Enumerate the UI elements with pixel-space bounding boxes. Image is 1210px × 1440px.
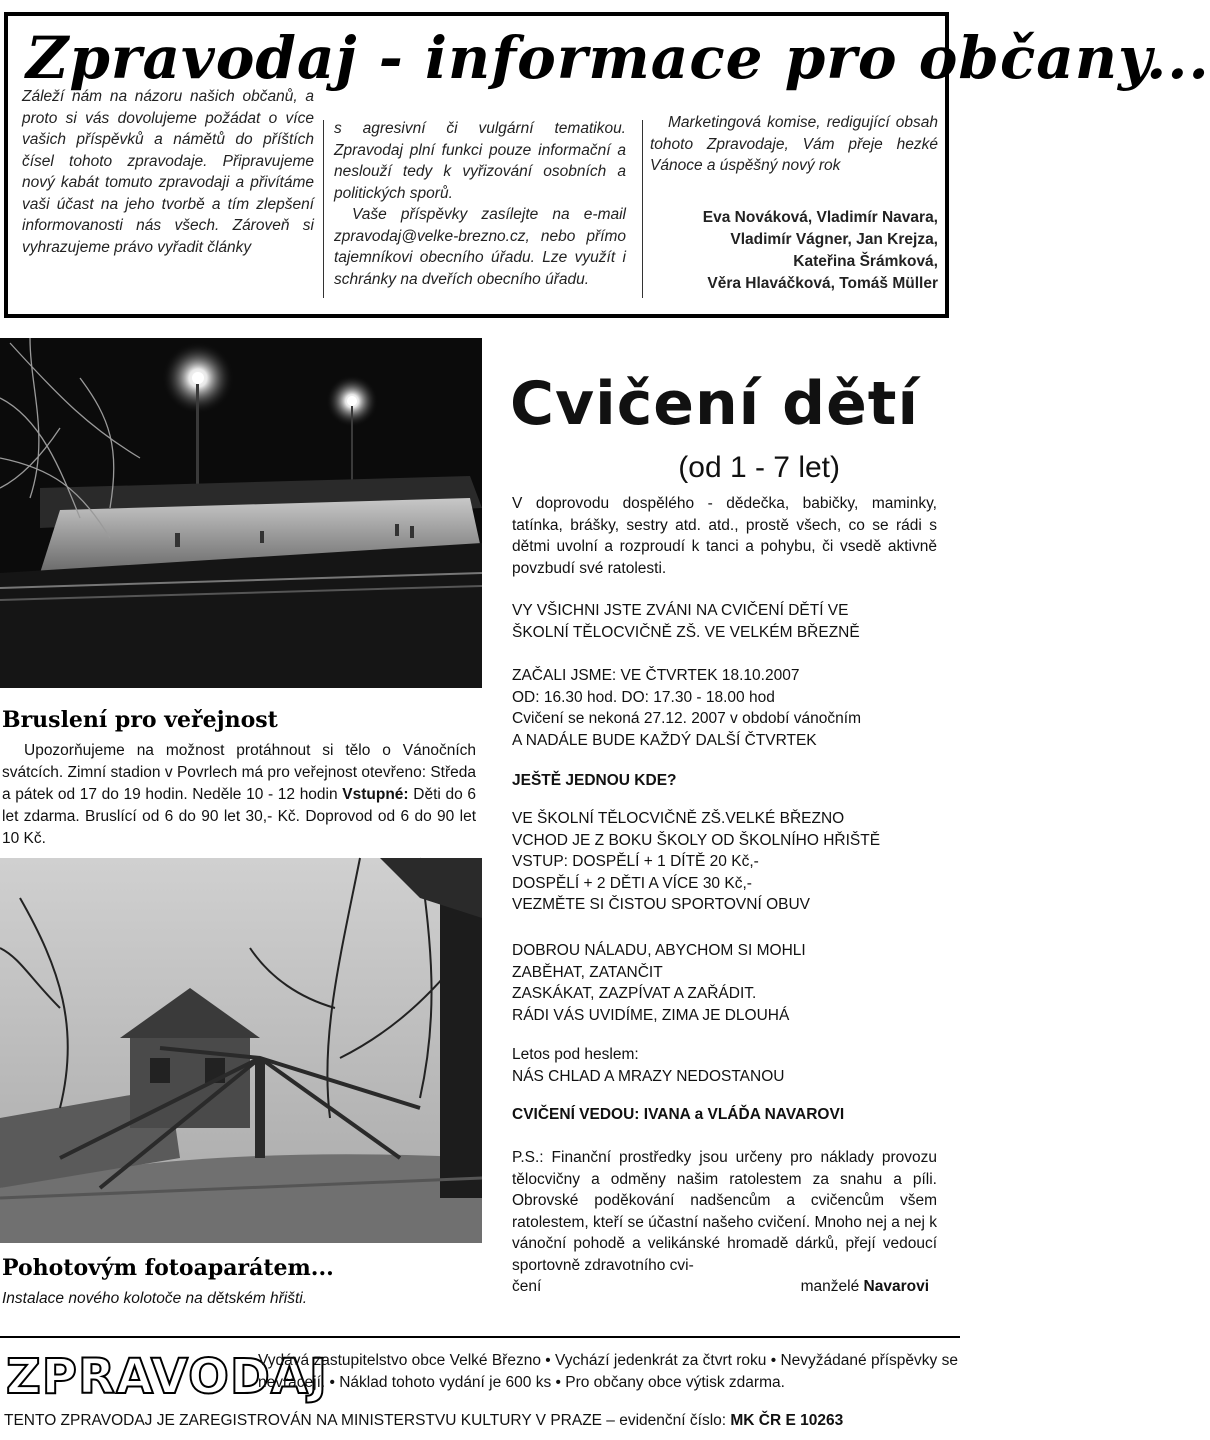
text-line: RÁDI VÁS UVIDÍME, ZIMA JE DLOUHÁ (512, 1006, 790, 1024)
postscript-end: čení (512, 1278, 542, 1295)
text-line: ZASKÁKAT, ZAZPÍVAT A ZAŘÁDIT. (512, 985, 757, 1002)
text-line: A NADÁLE BUDE KAŽDÝ DALŠÍ ČTVRTEK (512, 731, 817, 749)
email-link[interactable]: zpravodaj@velke-brezno.cz, (334, 227, 530, 245)
text-line: Cvičení se nekoná 27.12. 2007 v období vánočním (512, 710, 861, 727)
skating-heading: Bruslení pro veřejnost (2, 707, 278, 733)
exercise-intro: V doprovodu dospělého - dědečka, babičky, maminky, tatínka, brášky, sestry atd. atd., prostě všech, co se rádi s dětmi uvolní a rozproudí k tanci a pohybu, či vsedě aktivně povzbudí své ratolesti. (512, 495, 937, 577)
skating-text-a: Upozorňujeme na možnost protáhnout si tělo o Vánočních svátcích. Zimní stadion v Povrlech má pro veřejnost otevřeno: Středa a pátek od 17 do 19 hodin. Neděle 10 - 12 hodin (2, 742, 476, 803)
text-line: OD: 16.30 hod. DO: 17.30 - 18.00 hod (512, 688, 775, 706)
exercise-location (512, 808, 937, 916)
text-line: NÁS CHLAD A MRAZY NEDOSTANOU (512, 1067, 785, 1085)
intro-text-1: Záleží nám na názoru našich občanů, a proto si vás dovolujeme požádat o více vašich příspěvků a námětů do příštích čísel tohoto zpravodaje. Připravujeme nový kabát tomuto zpravodaji a přivítáme vaši účast na jeho tvorbě a tím zlepšení informovanosti nás všech. Zároveň si vyhrazujeme právo vyřadit články (22, 88, 314, 256)
intro-text-3b: nebo přímo tajemníkovi obecního úřadu. Lze využít i schránky na dveřích obecního úřadu. (334, 227, 626, 288)
text-line: VCHOD JE Z BOKU ŠKOLY OD ŠKOLNÍHO HŘIŠTĚ (512, 831, 881, 849)
text-line: VSTUP: DOSPĚLÍ + 1 DÍTĚ 20 Kč,- (512, 853, 759, 870)
intro-text-3 (334, 204, 626, 290)
column-divider (642, 120, 643, 298)
intro-column-1 (22, 86, 314, 258)
intro-text-3a: Vaše příspěvky zasílejte na e-mail (352, 206, 626, 223)
entry-label: Vstupné: (342, 786, 409, 803)
intro-text-2: s agresivní či vulgární tematikou. Zpravodaj plní funkci pouze informační a neslouží tedy k vyřizování osobních a politických sporů. (334, 120, 626, 202)
signature-name: Navarovi (863, 1278, 929, 1295)
skating-text-b: Děti do 6 let zdarma. Bruslící od 6 do 90 let 30,- Kč. Doprovod od 6 do 90 let 10 Kč. (2, 786, 476, 847)
editor-line: Eva Nováková, Vladimír Navara, (702, 208, 938, 226)
text-line: VY VŠICHNI JSTE ZVÁNI NA CVIČENÍ DĚTÍ VE (512, 602, 849, 619)
registration-text: TENTO ZPRAVODAJ JE ZAREGISTROVÁN NA MINISTERSTVU KULTURY V PRAZE – evidenční číslo: (4, 1412, 727, 1429)
skating-text (2, 740, 476, 850)
editor-line: Vladimír Vágner, Jan Krejza, (730, 230, 938, 248)
signature-line (512, 1276, 937, 1298)
photo-heading: Pohotovým fotoaparátem... (2, 1255, 334, 1281)
text-line: DOSPĚLÍ + 2 DĚTI A VÍCE 30 Kč,- (512, 874, 752, 892)
masthead-title: Zpravodaj - informace pro občany... (26, 24, 1210, 92)
editor-line: Věra Hlaváčková, Tomáš Müller (707, 274, 938, 292)
postscript (512, 1147, 937, 1298)
playground-photo (0, 858, 482, 1243)
exercise-mood (512, 940, 937, 1026)
exercise-leaders: CVIČENÍ VEDOU: IVANA a VLÁĎA NAVAROVI (512, 1106, 845, 1123)
exercise-motto (512, 1044, 937, 1087)
exercise-age-range: (od 1 - 7 let) (678, 451, 840, 484)
greeting-text: Marketingová komise, redigující obsah tohoto Zpravodaje, Vám přeje hezké Vánoce a úspěšný nový rok (650, 114, 938, 174)
intro-column-3 (650, 112, 938, 295)
exercise-invitation (512, 600, 937, 643)
text-line: ŠKOLNÍ TĚLOCVIČNĚ ZŠ. VE VELKÉM BŘEZNĚ (512, 623, 860, 641)
publisher-info: Vydává zastupitelstvo obce Velké Březno • Vychází jedenkrát za čtvrt roku • Nevyžádané příspěvky se nevracejí. • Náklad tohoto vydání je 600 ks • Pro občany obce výtisk zdarma. (258, 1352, 958, 1391)
registration-line (4, 1410, 954, 1432)
text-line: VEZMĚTE SI ČISTOU SPORTOVNÍ OBUV (512, 896, 811, 913)
exercise-title: Cvičení dětí (510, 369, 920, 439)
footer-logo: ZPRAVODAJ (6, 1349, 328, 1405)
editor-list (650, 207, 938, 295)
intro-column-2 (334, 118, 626, 290)
signature-prefix: manželé (800, 1278, 860, 1295)
photo-caption: Instalace nového kolotoče na dětském hřišti. (2, 1290, 308, 1307)
text-line: DOBROU NÁLADU, ABYCHOM SI MOHLI (512, 942, 806, 959)
location-heading: JEŠTĚ JEDNOU KDE? (512, 772, 677, 789)
ice-rink-photo (0, 338, 482, 688)
text-line: ZAČALI JSME: VE ČTVRTEK 18.10.2007 (512, 667, 800, 684)
column-divider (323, 120, 324, 298)
exercise-schedule (512, 665, 937, 751)
text-line: Letos pod heslem: (512, 1046, 639, 1063)
text-line: ZABĚHAT, ZATANČIT (512, 963, 663, 981)
signature (801, 1276, 937, 1298)
postscript-text: P.S.: Finanční prostředky jsou určeny pro náklady provozu tělocvičny a odměny našim ratolestem za snahu a píli. Obrovské poděkování nadšencům a cvičencům všem ratolestem, kteří se účastní našeho cvičení. Mnoho nej a nej k vánoční pohodě a velikánské hromadě dárků, přejí vedoucí sportovně zdravotního cvi- (512, 1149, 937, 1274)
text-line: VE ŠKOLNÍ TĚLOCVIČNĚ ZŠ.VELKÉ BŘEZNO (512, 810, 845, 827)
editor-line: Kateřina Šrámková, (793, 252, 938, 270)
footer-divider (0, 1336, 960, 1338)
registration-number: MK ČR E 10263 (730, 1412, 844, 1429)
